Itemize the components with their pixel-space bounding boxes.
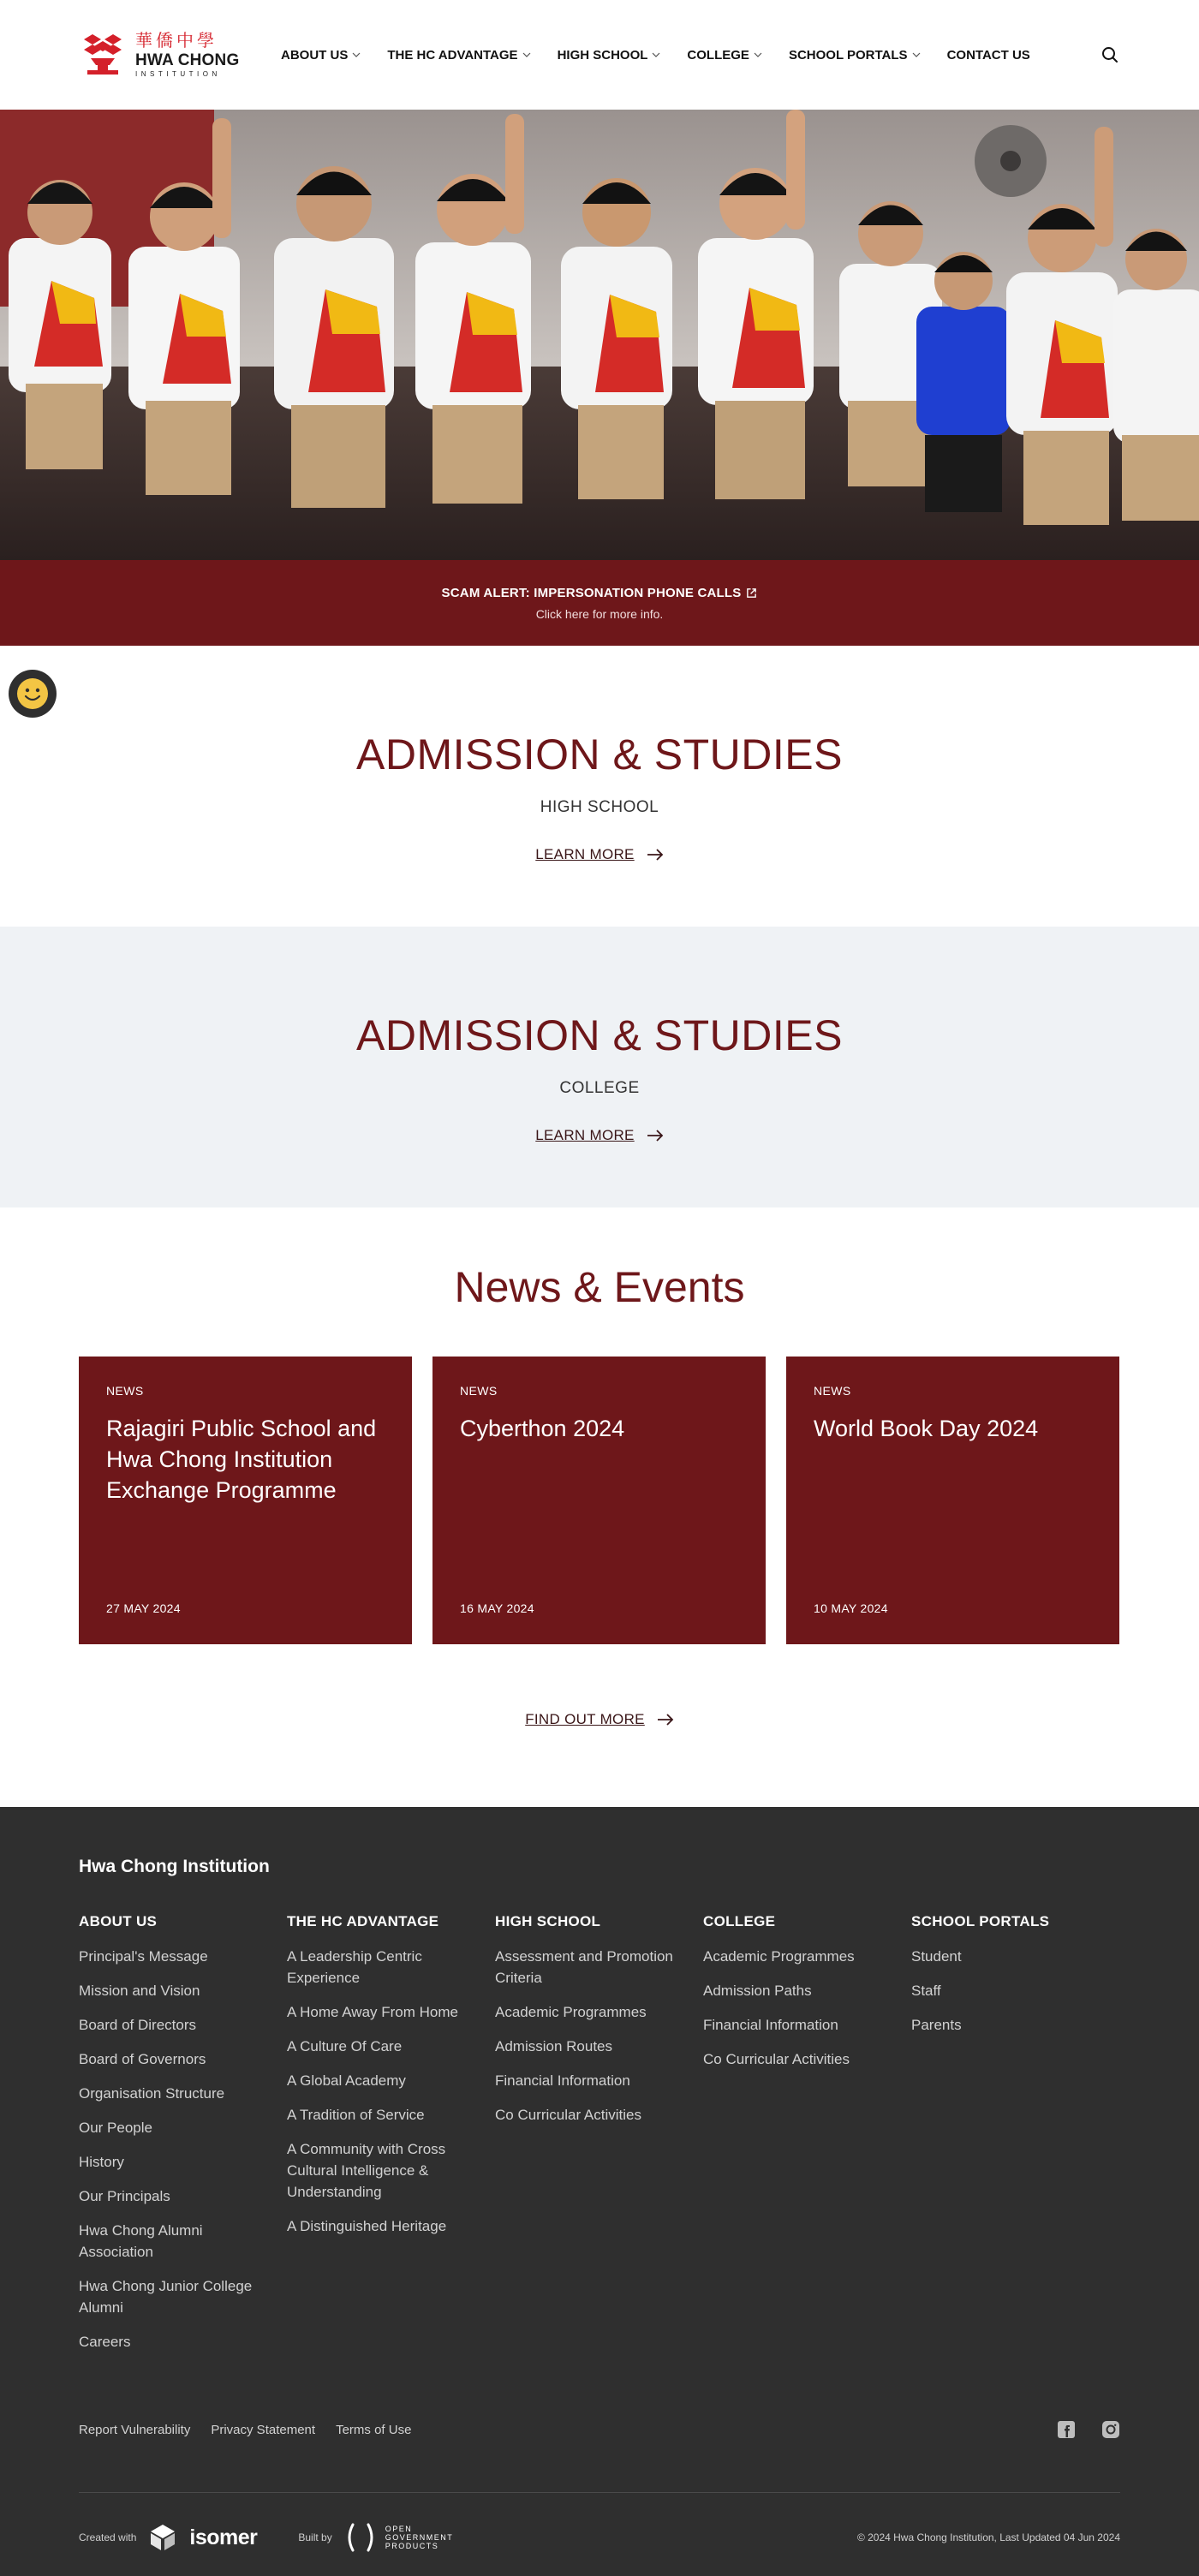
ogp-brackets-icon (344, 2523, 377, 2552)
privacy-statement-link[interactable]: Privacy Statement (211, 2422, 316, 2437)
site-header (0, 0, 1199, 110)
footer-link[interactable]: Co Curricular Activities (703, 2051, 850, 2067)
news-card-title: Cyberthon 2024 (460, 1416, 625, 1441)
footer-link[interactable]: A Home Away From Home (287, 2004, 458, 2020)
footer-col-hc-advantage (287, 1913, 495, 2365)
news-card-date: 16 MAY 2024 (460, 1601, 534, 1615)
ogp-logo (344, 2523, 454, 2552)
built-by-ogp[interactable] (298, 2523, 453, 2552)
nav-label: CONTACT US (946, 47, 1030, 63)
learn-more-label: LEARN MORE (535, 1127, 635, 1143)
external-link-icon (746, 587, 757, 599)
news-card-title: Rajagiri Public School and Hwa Chong Institution Exchange Programme (106, 1416, 377, 1503)
terms-of-use-link[interactable]: Terms of Use (336, 2422, 412, 2437)
news-events-section (0, 1208, 1199, 1807)
section-title: ADMISSION & STUDIES (356, 1011, 843, 1059)
alert-title-text: SCAM ALERT: IMPERSONATION PHONE CALLS (441, 585, 742, 600)
nav-label: COLLEGE (687, 47, 749, 63)
chevron-down-icon (753, 50, 763, 60)
chevron-down-icon (522, 50, 532, 60)
logo-english-name: HWA CHONG (135, 51, 240, 69)
footer-link[interactable]: Careers (79, 2334, 131, 2350)
footer-link[interactable]: Academic Programmes (495, 2004, 647, 2020)
footer-link[interactable]: Principal's Message (79, 1948, 208, 1965)
footer-link[interactable]: Admission Routes (495, 2038, 613, 2054)
footer-link[interactable]: Student (911, 1948, 962, 1965)
footer-col-heading[interactable]: HIGH SCHOOL (495, 1913, 601, 1929)
footer-col-college (703, 1913, 911, 2365)
footer-link[interactable]: Our Principals (79, 2188, 170, 2204)
site-footer (0, 1807, 1199, 2576)
news-card-tag: NEWS (814, 1384, 851, 1398)
arrow-right-icon (657, 1714, 674, 1726)
ogp-wordmark (385, 2525, 454, 2550)
isomer-wordmark: isomer (189, 2525, 258, 2549)
isomer-logo-icon (150, 2524, 176, 2551)
news-card[interactable] (432, 1357, 766, 1644)
footer-link[interactable]: A Culture Of Care (287, 2038, 403, 2054)
chevron-down-icon (651, 50, 661, 60)
hero-banner (0, 110, 1199, 560)
social-links (1057, 2420, 1120, 2439)
nav-hc-advantage[interactable] (387, 48, 531, 63)
feedback-button[interactable] (9, 670, 57, 718)
logo-text (135, 32, 239, 78)
logo-chinese-name: 華僑中學 (135, 30, 218, 51)
nav-contact-us[interactable] (947, 48, 1030, 63)
nav-school-portals[interactable] (789, 48, 922, 63)
nav-label: SCHOOL PORTALS (788, 47, 908, 63)
ogp-line: OPEN (385, 2525, 413, 2533)
footer-col-heading[interactable]: SCHOOL PORTALS (911, 1913, 1050, 1929)
footer-link[interactable]: Hwa Chong Alumni Association (79, 2222, 203, 2260)
footer-link[interactable]: Board of Governors (79, 2051, 206, 2067)
footer-link[interactable]: Admission Paths (703, 1983, 812, 1999)
admission-high-school-section (0, 646, 1199, 927)
section-subtitle: COLLEGE (559, 1079, 640, 1097)
ogp-line: GOVERNMENT (385, 2533, 454, 2542)
report-vulnerability-link[interactable]: Report Vulnerability (79, 2422, 191, 2437)
find-out-more-label: FIND OUT MORE (525, 1711, 645, 1727)
main-nav (281, 48, 1056, 63)
footer-col-about-us (79, 1913, 287, 2365)
find-out-more-link[interactable] (0, 1711, 1199, 1728)
footer-divider (79, 2492, 1120, 2493)
alert-subtitle: Click here for more info. (535, 606, 664, 621)
nav-label: THE HC ADVANTAGE (387, 47, 518, 63)
footer-link[interactable]: A Global Academy (287, 2072, 406, 2089)
footer-brand: Hwa Chong Institution (79, 1857, 270, 1876)
nav-label: HIGH SCHOOL (557, 47, 648, 63)
smiley-face-icon (15, 677, 50, 711)
footer-col-school-portals (911, 1913, 1119, 2365)
nav-label: ABOUT US (281, 47, 349, 63)
arrow-right-icon (647, 849, 664, 861)
facebook-icon[interactable] (1057, 2420, 1076, 2439)
news-card-tag: NEWS (106, 1384, 144, 1398)
footer-link[interactable]: Hwa Chong Junior College Alumni (79, 2278, 253, 2316)
footer-col-heading[interactable]: ABOUT US (79, 1913, 158, 1929)
news-title: News & Events (454, 1263, 745, 1311)
hwa-chong-logo-icon (79, 31, 127, 79)
footer-link[interactable]: A Tradition of Service (287, 2107, 425, 2123)
news-card-title: World Book Day 2024 (814, 1416, 1039, 1441)
news-card[interactable] (79, 1357, 412, 1644)
footer-legal-row (79, 2420, 1120, 2439)
alert-title (442, 586, 758, 600)
footer-link[interactable]: History (79, 2154, 124, 2170)
nav-high-school[interactable] (558, 48, 662, 63)
footer-link[interactable]: A Leadership Centric Experience (287, 1948, 422, 1986)
copyright-text: © 2024 Hwa Chong Institution, Last Updated 04 Jun 2024 (856, 2531, 1120, 2543)
footer-link[interactable]: Our People (79, 2120, 152, 2136)
news-card-date: 10 MAY 2024 (814, 1601, 888, 1615)
learn-more-label: LEARN MORE (535, 846, 635, 862)
footer-col-heading[interactable]: THE HC ADVANTAGE (287, 1913, 439, 1929)
footer-link[interactable]: A Distinguished Heritage (287, 2218, 447, 2234)
footer-link[interactable]: Organisation Structure (79, 2085, 225, 2102)
built-by-label: Built by (298, 2531, 332, 2543)
section-subtitle: HIGH SCHOOL (540, 798, 659, 816)
section-title: ADMISSION & STUDIES (356, 730, 843, 778)
news-card-tag: NEWS (460, 1384, 498, 1398)
news-cards (79, 1357, 1120, 1644)
admission-college-section (0, 927, 1199, 1208)
footer-link[interactable]: Board of Directors (79, 2017, 196, 2033)
site-logo[interactable] (79, 27, 242, 82)
footer-link[interactable]: Financial Information (703, 2017, 838, 2033)
news-card[interactable] (786, 1357, 1119, 1644)
chevron-down-icon (911, 50, 922, 60)
footer-link[interactable]: Parents (911, 2017, 962, 2033)
footer-col-heading[interactable]: COLLEGE (703, 1913, 776, 1929)
footer-columns (79, 1913, 1120, 2365)
footer-bottom-row (79, 2523, 1120, 2552)
news-card-date: 27 MAY 2024 (106, 1601, 181, 1615)
footer-link[interactable]: A Community with Cross Cultural Intelligence & Understanding (287, 2141, 446, 2200)
chevron-down-icon (351, 50, 361, 60)
footer-link[interactable]: Assessment and Promotion Criteria (495, 1948, 673, 1986)
learn-more-college-link[interactable] (535, 1127, 663, 1144)
hero-photo-students-cheering (0, 110, 1199, 560)
footer-link[interactable]: Co Curricular Activities (495, 2107, 641, 2123)
footer-link[interactable]: Mission and Vision (79, 1983, 200, 1999)
footer-col-high-school (495, 1913, 703, 2365)
created-with-isomer[interactable] (79, 2524, 257, 2551)
created-with-label: Created with (79, 2531, 137, 2543)
arrow-right-icon (647, 1130, 664, 1142)
nav-college[interactable] (687, 48, 763, 63)
learn-more-high-school-link[interactable] (535, 846, 663, 863)
logo-subtitle: INSTITUTION (135, 70, 221, 78)
footer-link[interactable]: Academic Programmes (703, 1948, 855, 1965)
footer-link[interactable]: Staff (911, 1983, 941, 1999)
ogp-line: PRODUCTS (385, 2542, 439, 2550)
instagram-icon[interactable] (1101, 2420, 1120, 2439)
search-icon[interactable] (1100, 45, 1120, 65)
footer-link[interactable]: Financial Information (495, 2072, 630, 2089)
scam-alert-banner[interactable] (0, 560, 1199, 646)
nav-about-us[interactable] (281, 48, 361, 63)
